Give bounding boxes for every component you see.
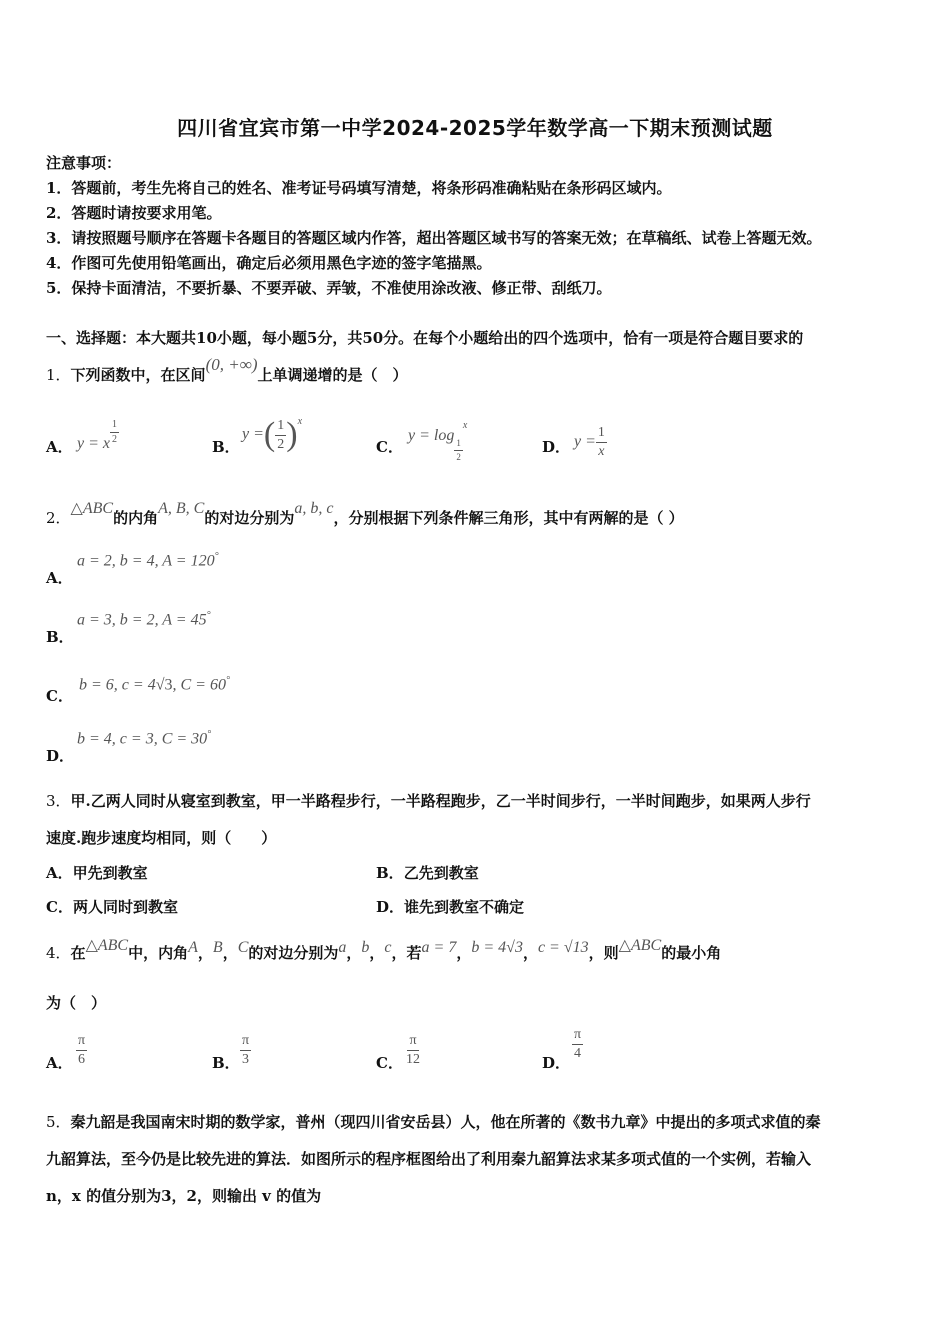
- q4-angle-b: B: [212, 939, 223, 956]
- q4-c-num: π: [407, 1034, 418, 1051]
- q4-c-den: 12: [406, 1052, 420, 1067]
- q3-d-text: 谁先到教室不确定: [404, 898, 525, 916]
- q4-then: ，则: [588, 944, 619, 962]
- q3-b-label: B．: [376, 864, 404, 882]
- q4-option-b-formula: [240, 1034, 251, 1067]
- q2-c-post: , C = 60: [172, 676, 226, 694]
- q4-comma: ，: [369, 944, 385, 962]
- q1-b-den: 2: [277, 436, 285, 452]
- q4-a-den: 6: [78, 1052, 86, 1067]
- q2-b-degree: °: [206, 610, 211, 621]
- notice-item-1: 1．答题前，考生先将自己的姓名、准考证号码填写清楚，将条形码准确粘贴在条形码区域内。: [46, 179, 672, 197]
- question-2-stem: [46, 500, 684, 528]
- q1-b-num: 1: [275, 419, 286, 436]
- question-3-line-1: [46, 790, 811, 811]
- q4-option-a-label: A．: [46, 1054, 73, 1072]
- q2-c-pre: b = 6, c = 4: [79, 676, 156, 694]
- q1-c-lhs: y = log: [408, 427, 455, 445]
- question-3-line-2: 速度.跑步速度均相同，则（ ）: [46, 829, 277, 847]
- question-number: 1．: [46, 366, 71, 384]
- q2-option-b-formula: [77, 610, 211, 629]
- q3-option-c: [46, 896, 178, 917]
- q2-option-a-formula: [77, 551, 219, 570]
- q1-a-exp-den: 2: [112, 434, 117, 445]
- q1-text-a: 下列函数中，在区间: [70, 366, 206, 384]
- page-title: 四川省宜宾市第一中学2024-2025学年数学高一下期末预测试题: [177, 116, 773, 140]
- q3-d-label: D．: [376, 898, 405, 916]
- q1-option-b-formula: y =( $\frac{1}{2}$ )$^x$: [242, 416, 303, 453]
- q4-triangle: △ABC: [85, 937, 129, 954]
- q2-option-b-label: B．: [46, 628, 74, 646]
- q4-eq-b: b = 4√3: [471, 939, 523, 956]
- q2-c-root: √3: [155, 676, 173, 694]
- section-heading: 一、选择题：本大题共10小题，每小题5分，共50分。在每个小题给出的四个选项中，恰有一项是符合题目要求的: [46, 329, 804, 347]
- q2-d-main: b = 4, c = 3, C = 30: [77, 730, 208, 748]
- notice-item-2: 2．答题时请按要求用笔。: [46, 204, 222, 222]
- question-1-stem: [46, 355, 408, 385]
- q1-d-lhs: y =: [574, 433, 596, 451]
- q1-option-a-formula: [77, 419, 119, 457]
- notice-item-5: 5．保持卡面清洁，不要折暴、不要弄破、弄皱，不准使用涂改液、修正带、刮纸刀。: [46, 279, 612, 297]
- q1-option-c-label: C．: [376, 438, 403, 456]
- question-number: 2．: [46, 509, 71, 527]
- q4-comma: ，: [222, 944, 238, 962]
- q4-if: ，若: [391, 944, 422, 962]
- q4-end: 的最小角: [661, 944, 722, 962]
- q3-option-d: [376, 896, 524, 917]
- q1-b-lhs: y =: [242, 425, 264, 443]
- q1-text-b: 上单调递增的是（ ）: [257, 366, 408, 384]
- q3-a-text: 甲先到教室: [72, 864, 148, 882]
- q1-c-base-num: 1: [454, 439, 463, 451]
- q4-opp: 的对边分别为: [248, 944, 339, 962]
- q4-a-num: π: [76, 1034, 87, 1051]
- notice-heading: 注意事项：: [46, 154, 122, 172]
- q4-option-a-formula: [76, 1034, 87, 1067]
- notice-item-4: 4．作图可先使用铅笔画出，确定后必须用黑色字迹的签字笔描黑。: [46, 254, 492, 272]
- q1-option-d-label: D．: [542, 438, 571, 456]
- q1-option-b-label: B．: [212, 438, 240, 456]
- q4-eq-a: a = 7: [421, 939, 457, 956]
- q1-c-base: [454, 439, 463, 462]
- q4-side-b: b: [361, 939, 370, 956]
- question-number: 3．: [46, 792, 71, 810]
- q4-comma: ，: [197, 944, 213, 962]
- question-number: 4．: [46, 944, 71, 962]
- q1-interval: (0, +∞): [205, 355, 258, 374]
- q4-side-a: a: [338, 939, 347, 956]
- q4-in: 在: [70, 944, 86, 962]
- q5-line1-text: 秦九韶是我国南宋时期的数学家，普州（现四川省安岳县）人，他在所著的《数书九章》中提出的多项式求值的秦: [70, 1113, 821, 1131]
- q4-comma: ，: [346, 944, 362, 962]
- q4-option-c-label: C．: [376, 1054, 403, 1072]
- q3-c-label: C．: [46, 898, 73, 916]
- q3-line1-text: 甲.乙两人同时从寝室到教室，甲一半路程步行，一半路程跑步，乙一半时间步行，一半时间跑步，如果两人步行: [70, 792, 811, 810]
- q3-option-a: [46, 862, 148, 883]
- q4-comma: ，: [522, 944, 538, 962]
- q4-eq-c: c = √13: [537, 939, 589, 956]
- q1-c-base-den: 2: [456, 452, 461, 462]
- q2-triangle: △ABC: [70, 500, 114, 517]
- q2-option-d-formula: [77, 729, 211, 748]
- q4-triangle-2: △ABC: [618, 937, 662, 954]
- q3-option-b: [376, 862, 479, 883]
- q1-option-a-label: A．: [46, 438, 73, 456]
- q2-option-a-label: A．: [46, 569, 73, 587]
- q2-a-main: a = 2, b = 4, A = 120: [77, 552, 215, 570]
- q4-comma: ，: [456, 944, 472, 962]
- q3-b-text: 乙先到教室: [403, 864, 479, 882]
- q4-d-num: π: [572, 1028, 583, 1045]
- q4-option-c-formula: [406, 1034, 420, 1067]
- q2-text-a: 的内角: [113, 509, 159, 527]
- q1-a-exponent: [110, 420, 119, 445]
- q3-a-label: A．: [46, 864, 73, 882]
- q1-d-den: x: [598, 444, 605, 459]
- question-number: 5．: [46, 1113, 71, 1131]
- q2-angles: A, B, C: [158, 500, 205, 517]
- q4-b-num: π: [240, 1034, 251, 1051]
- q4-side-c: c: [384, 939, 392, 956]
- q2-c-degree: °: [225, 675, 230, 686]
- q4-option-d-formula: [572, 1028, 583, 1061]
- q4-d-den: 4: [574, 1046, 582, 1061]
- q1-a-exp-num: 1: [110, 420, 119, 433]
- question-5-line-2: 九韶算法，至今仍是比较先进的算法．如图所示的程序框图给出了利用秦九韶算法求某多项式值的一个实例，若输入: [46, 1150, 812, 1168]
- q1-option-d-formula: [574, 426, 607, 459]
- q1-d-num: 1: [596, 426, 607, 443]
- question-5-line-1: [46, 1111, 821, 1132]
- q2-option-c-formula: [79, 675, 230, 694]
- q1-b-exp: x: [297, 416, 303, 428]
- q1-c-arg: x: [462, 419, 468, 431]
- notice-item-3: 3．请按照题号顺序在答题卡各题目的答题区域内作答，超出答题区域书写的答案无效；在草稿纸、试卷上答题无效。: [46, 229, 822, 247]
- q2-sides: a, b, c: [294, 500, 334, 517]
- q2-d-degree: °: [207, 729, 212, 740]
- q1-d-fraction: [596, 426, 607, 459]
- q2-b-main: a = 3, b = 2, A = 45: [77, 611, 207, 629]
- q4-angle-a: A: [188, 939, 198, 956]
- q4-option-d-label: D．: [542, 1054, 571, 1072]
- q4-b-den: 3: [242, 1052, 250, 1067]
- question-4-line-2: 为（ ）: [46, 994, 107, 1012]
- q1-a-lhs: y = x: [77, 435, 110, 453]
- q4-mid: 中，内角: [128, 944, 189, 962]
- q1-b-fraction: [275, 419, 286, 452]
- q1-option-c-formula: [408, 419, 468, 462]
- q2-text-b: 的对边分别为: [204, 509, 295, 527]
- q2-text-c: ，分别根据下列条件解三角形，其中有两解的是（ ）: [333, 509, 684, 527]
- q2-option-d-label: D．: [46, 747, 75, 765]
- q4-option-b-label: B．: [212, 1054, 240, 1072]
- q2-a-degree: °: [214, 551, 219, 562]
- q2-option-c-label: C．: [46, 687, 73, 705]
- question-5-line-3: n，x 的值分别为3，2，则输出 v 的值为: [46, 1187, 322, 1205]
- question-4-line-1: [46, 937, 722, 963]
- q3-c-text: 两人同时到教室: [72, 898, 178, 916]
- q4-angle-c: C: [237, 939, 249, 956]
